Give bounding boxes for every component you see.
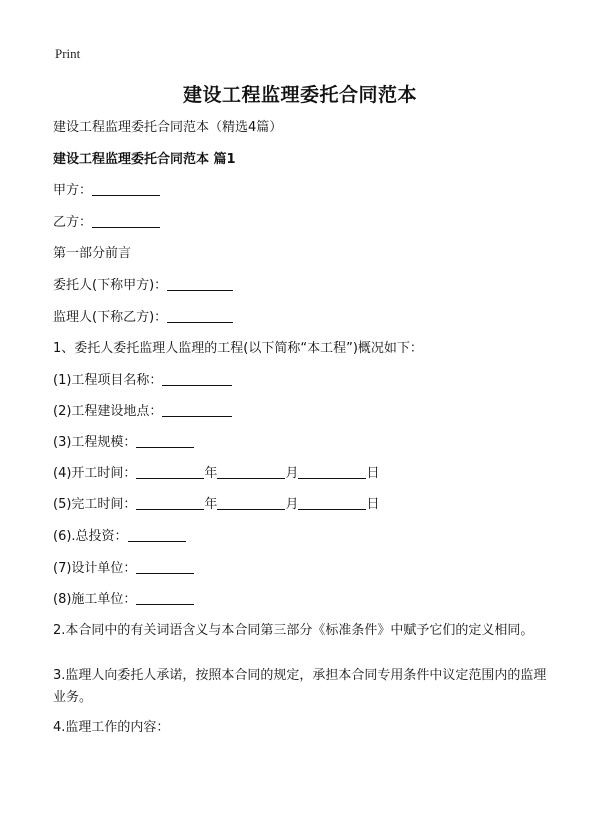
party-b-label: 乙方：	[53, 215, 93, 230]
start-month-blank	[217, 466, 285, 479]
party-a-line	[53, 183, 160, 199]
start-year-blank	[136, 466, 204, 479]
design-unit-line	[53, 561, 194, 577]
finish-time-line	[53, 497, 379, 513]
finish-day-label: 日	[366, 497, 380, 512]
construction-unit-line	[53, 592, 194, 608]
project-scale-blank	[136, 435, 194, 448]
finish-day-blank	[298, 497, 366, 510]
print-label: Print	[55, 46, 81, 61]
start-month-label: 月	[285, 466, 299, 481]
clause-1: 1、委托人委托监理人监理的工程(以下简称“本工程”)概况如下：	[53, 341, 423, 356]
supervisor-line	[53, 310, 233, 326]
project-location-blank	[162, 404, 232, 417]
intro-line: 建设工程监理委托合同范本（精选4篇）	[53, 120, 283, 135]
design-unit-blank	[136, 561, 194, 574]
part-one-heading: 第一部分前言	[53, 246, 132, 261]
project-location-line	[53, 404, 232, 420]
section-heading: 建设工程监理委托合同范本 篇1	[53, 152, 236, 167]
start-day-blank	[298, 466, 366, 479]
total-investment-blank	[128, 529, 186, 542]
design-unit-label: (7)设计单位：	[53, 561, 137, 576]
party-a-label: 甲方：	[53, 183, 93, 198]
clause-3: 3.监理人向委托人承诺，按照本合同的规定，承担本合同专用条件中议定范围内的监理业务。	[53, 668, 547, 705]
finish-time-label: (5)完工时间：	[53, 497, 137, 512]
clause-2: 2.本合同中的有关词语含义与本合同第三部分《标准条件》中赋予它们的定义相同。	[53, 623, 534, 638]
finish-month-label: 月	[285, 497, 299, 512]
supervisor-label: 监理人(下称乙方)：	[53, 310, 168, 325]
project-name-line	[53, 373, 232, 389]
start-time-label: (4)开工时间：	[53, 466, 137, 481]
client-label: 委托人(下称甲方)：	[53, 278, 168, 293]
party-b-line	[53, 215, 160, 231]
client-line	[53, 278, 233, 294]
client-blank	[167, 278, 233, 291]
project-scale-line	[53, 435, 194, 451]
construction-unit-blank	[136, 592, 194, 605]
project-location-label: (2)工程建设地点：	[53, 404, 163, 419]
party-b-blank	[92, 215, 160, 228]
project-name-label: (1)工程项目名称：	[53, 373, 163, 388]
supervisor-blank	[167, 310, 233, 323]
start-year-label: 年	[204, 466, 218, 481]
project-scale-label: (3)工程规模：	[53, 435, 137, 450]
project-name-blank	[162, 373, 232, 386]
clause-4: 4.监理工作的内容：	[53, 720, 170, 735]
total-investment-line	[53, 529, 186, 545]
construction-unit-label: (8)施工单位：	[53, 592, 137, 607]
document-title: 建设工程监理委托合同范本	[182, 84, 417, 106]
start-time-line	[53, 466, 379, 482]
total-investment-label: (6).总投资：	[53, 529, 128, 544]
finish-month-blank	[217, 497, 285, 510]
finish-year-blank	[136, 497, 204, 510]
start-day-label: 日	[366, 466, 380, 481]
finish-year-label: 年	[204, 497, 218, 512]
party-a-blank	[92, 183, 160, 196]
